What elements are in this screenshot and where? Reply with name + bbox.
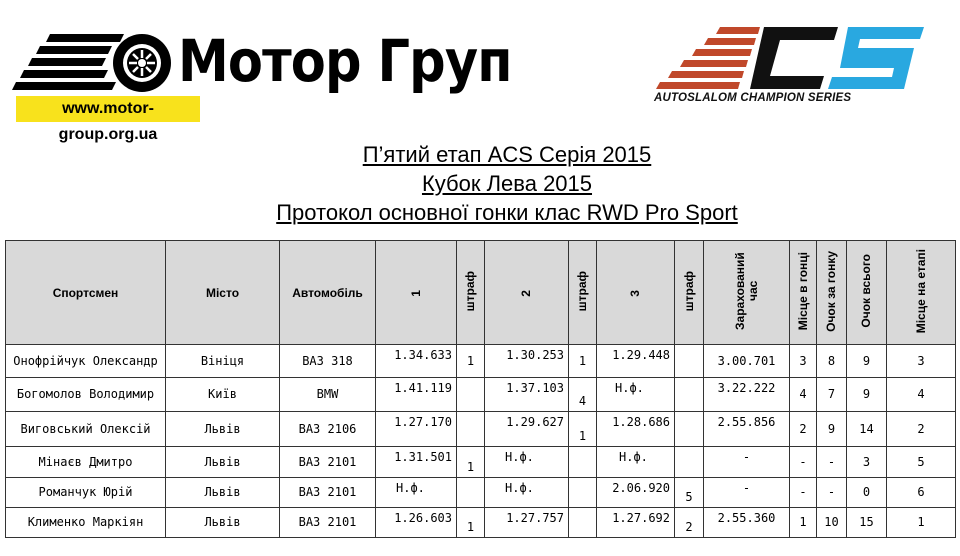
place-stage-cell: 3 [887, 345, 956, 378]
pen1-cell [457, 478, 485, 508]
points-race-cell: 10 [817, 508, 847, 538]
place-race-cell: 1 [790, 508, 817, 538]
points-total-cell: 14 [847, 412, 887, 447]
pen2-cell [569, 508, 597, 538]
city-cell: Вініця [166, 345, 280, 378]
run1-cell: 1.41.119 [376, 378, 457, 412]
run3-cell: 1.27.692 [597, 508, 675, 538]
athlete-cell: Онофрійчук Олександр [6, 345, 166, 378]
pen3-cell [675, 345, 704, 378]
acs-tagline: AUTOSLALOM CHAMPION SERIES [654, 92, 852, 104]
place-stage-cell: 1 [887, 508, 956, 538]
counted-cell: 3.22.222 [704, 378, 790, 412]
pen3-cell: 5 [675, 478, 704, 508]
car-cell: ВАЗ 318 [280, 345, 376, 378]
header-car: Автомобіль [280, 241, 376, 345]
run2-cell: Н.ф. [485, 447, 569, 478]
header-pen3: штраф [675, 241, 704, 345]
place-race-cell: 4 [790, 378, 817, 412]
pen3-cell [675, 447, 704, 478]
points-race-cell: - [817, 478, 847, 508]
points-total-cell: 9 [847, 378, 887, 412]
run2-cell: 1.37.103 [485, 378, 569, 412]
points-total-cell: 0 [847, 478, 887, 508]
acs-logo [652, 24, 932, 110]
header-pen1: штраф [457, 241, 485, 345]
table-row [6, 378, 956, 412]
athlete-cell: Богомолов Володимир [6, 378, 166, 412]
city-cell: Львів [166, 412, 280, 447]
place-race-cell: 3 [790, 345, 817, 378]
header-pen2: штраф [569, 241, 597, 345]
stage-title: П’ятий етап ACS Серія 2015 [362, 142, 652, 167]
run2-cell: 1.29.627 [485, 412, 569, 447]
motor-group-wheel-icon [12, 32, 177, 94]
table-row [6, 345, 956, 378]
pen1-cell [457, 412, 485, 447]
car-cell: ВАЗ 2101 [280, 508, 376, 538]
points-total-cell: 15 [847, 508, 887, 538]
cup-title: Кубок Лева 2015 [421, 171, 593, 196]
counted-cell: 2.55.360 [704, 508, 790, 538]
pen1-cell [457, 378, 485, 412]
car-cell: ВАЗ 2101 [280, 447, 376, 478]
header-athlete: Спортсмен [6, 241, 166, 345]
motor-group-url: www.motor-group.org.ua [16, 96, 200, 122]
athlete-cell: Клименко Маркіян [6, 508, 166, 538]
run3-cell: Н.ф. [597, 447, 675, 478]
run3-cell: 1.28.686 [597, 412, 675, 447]
motor-group-name: Мотор Груп [178, 27, 512, 95]
points-race-cell: - [817, 447, 847, 478]
run3-cell: 2.06.920 [597, 478, 675, 508]
pen2-cell: 4 [569, 378, 597, 412]
run2-cell: Н.ф. [485, 478, 569, 508]
city-cell: Львів [166, 508, 280, 538]
header-run2: 2 [485, 241, 569, 345]
run1-cell: 1.26.603 [376, 508, 457, 538]
car-cell: ВАЗ 2101 [280, 478, 376, 508]
run3-cell: Н.ф. [597, 378, 675, 412]
place-stage-cell: 2 [887, 412, 956, 447]
city-cell: Київ [166, 378, 280, 412]
table-row [6, 447, 956, 478]
place-stage-cell: 5 [887, 447, 956, 478]
run3-cell: 1.29.448 [597, 345, 675, 378]
counted-cell: 2.55.856 [704, 412, 790, 447]
run1-cell: Н.ф. [376, 478, 457, 508]
pen2-cell [569, 478, 597, 508]
run2-cell: 1.30.253 [485, 345, 569, 378]
car-cell: ВАЗ 2106 [280, 412, 376, 447]
header-counted-time: Зарахований час [704, 241, 790, 345]
points-total-cell: 9 [847, 345, 887, 378]
header-place-race: Місце в гонці [790, 241, 817, 345]
run1-cell: 1.34.633 [376, 345, 457, 378]
place-stage-cell: 4 [887, 378, 956, 412]
pen3-cell [675, 412, 704, 447]
table-header-row [6, 241, 956, 345]
header-points-total: Очок всього [847, 241, 887, 345]
run2-cell: 1.27.757 [485, 508, 569, 538]
athlete-cell: Мінаєв Дмитро [6, 447, 166, 478]
counted-cell: - [704, 478, 790, 508]
athlete-cell: Романчук Юрій [6, 478, 166, 508]
pen3-cell [675, 378, 704, 412]
protocol-title: Протокол основної гонки клас RWD Pro Sport [276, 200, 738, 225]
place-race-cell: - [790, 478, 817, 508]
table-row [6, 478, 956, 508]
pen2-cell [569, 447, 597, 478]
points-race-cell: 7 [817, 378, 847, 412]
place-race-cell: 2 [790, 412, 817, 447]
table-row [6, 412, 956, 447]
pen1-cell: 1 [457, 508, 485, 538]
points-race-cell: 9 [817, 412, 847, 447]
athlete-cell: Виговський Олексій [6, 412, 166, 447]
pen1-cell: 1 [457, 345, 485, 378]
run1-cell: 1.31.501 [376, 447, 457, 478]
points-race-cell: 8 [817, 345, 847, 378]
counted-cell: 3.00.701 [704, 345, 790, 378]
counted-cell: - [704, 447, 790, 478]
motor-group-logo [12, 26, 512, 143]
header-run1: 1 [376, 241, 457, 345]
pen2-cell: 1 [569, 412, 597, 447]
header-points-race: Очок за гонку [817, 241, 847, 345]
header-place-stage: Місце на етапі [887, 241, 956, 345]
car-cell: BMW [280, 378, 376, 412]
place-race-cell: - [790, 447, 817, 478]
points-total-cell: 3 [847, 447, 887, 478]
results-table [5, 240, 956, 538]
pen1-cell: 1 [457, 447, 485, 478]
run1-cell: 1.27.170 [376, 412, 457, 447]
city-cell: Львів [166, 447, 280, 478]
acs-emblem-icon [652, 24, 932, 94]
city-cell: Львів [166, 478, 280, 508]
pen2-cell: 1 [569, 345, 597, 378]
header-run3: 3 [597, 241, 675, 345]
place-stage-cell: 6 [887, 478, 956, 508]
header-city: Місто [166, 241, 280, 345]
pen3-cell: 2 [675, 508, 704, 538]
table-row [6, 508, 956, 538]
